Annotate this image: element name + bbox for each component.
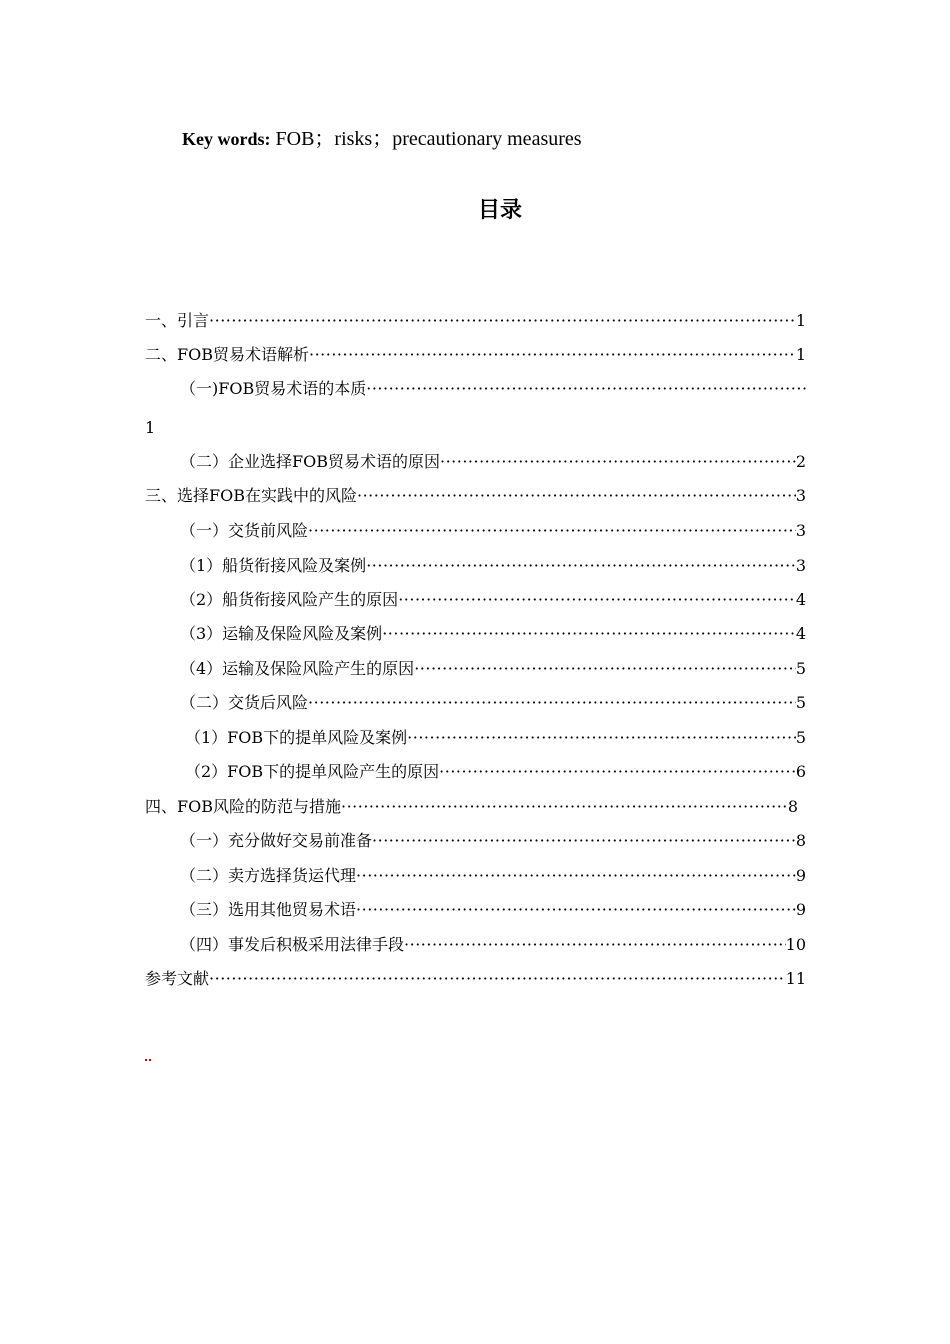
toc-entry-ship-cargo-cause[interactable]: [180, 588, 806, 612]
toc-leader-dots: [209, 967, 786, 991]
toc-page-number: 3: [795, 556, 806, 575]
toc-leader-dots: [308, 519, 796, 543]
toc-leader-dots: [439, 760, 796, 784]
toc-entry-label: （1）船货衔接风险及案例: [180, 556, 367, 575]
toc-page-number: 1: [795, 345, 806, 364]
toc-leader-dots: [366, 554, 796, 578]
toc-entry-intro[interactable]: [145, 309, 806, 333]
toc-entry-label: （一)FOB贸易术语的本质: [180, 379, 367, 398]
toc-page-number: 9: [795, 900, 806, 919]
toc-entry-risks[interactable]: [145, 484, 806, 508]
toc-entry-bl-cause[interactable]: [185, 760, 806, 784]
toc-entry-label: （二）交货后风险: [180, 693, 309, 712]
keywords-value: FOB；risks；precautionary measures: [270, 128, 582, 150]
toc-leader-dots: [356, 864, 796, 888]
toc-entry-fob-analysis[interactable]: [145, 343, 806, 367]
toc-page-number: 3: [795, 521, 806, 540]
toc-entry-label: 二、FOB贸易术语解析: [145, 345, 309, 364]
toc-entry-prevention[interactable]: [145, 795, 798, 819]
keywords-label: Key words:: [182, 129, 271, 149]
toc-page-number: 5: [795, 728, 806, 747]
toc-entry-legal-means[interactable]: [180, 933, 806, 957]
toc-entry-label: （三）选用其他贸易术语: [180, 900, 357, 919]
toc-entry-post-delivery[interactable]: [180, 691, 806, 715]
toc-page-number: 4: [795, 624, 806, 643]
toc-page-number: 2: [795, 452, 806, 471]
toc-entry-ship-cargo-case[interactable]: [180, 554, 806, 578]
toc-page-number: 8: [787, 797, 798, 816]
toc-leader-dots: [356, 898, 796, 922]
toc-entry-other-terms[interactable]: [180, 898, 806, 922]
toc-page-number: 5: [795, 659, 806, 678]
toc-entry-label: （一）充分做好交易前准备: [180, 831, 373, 850]
toc-page-number: 3: [795, 486, 806, 505]
toc-leader-dots: [366, 377, 806, 401]
toc-page-number: 6: [795, 762, 806, 781]
toc-leader-dots: [440, 450, 796, 474]
toc-leader-dots: [382, 622, 796, 646]
toc-leader-dots: [398, 588, 796, 612]
toc-entry-preparation[interactable]: [180, 829, 806, 853]
toc-entry-label: （一）交货前风险: [180, 521, 309, 540]
toc-entry-references[interactable]: [145, 967, 806, 991]
toc-entry-label: （1）FOB下的提单风险及案例: [185, 728, 408, 747]
toc-leader-dots: [404, 933, 786, 957]
toc-page-number: 4: [795, 590, 806, 609]
toc-leader-dots: [309, 343, 796, 367]
toc-entry-label: 一、引言: [145, 311, 210, 330]
toc-leader-dots: [372, 829, 796, 853]
toc-leader-dots: [341, 795, 788, 819]
toc-leader-dots: [308, 691, 796, 715]
toc-page-number: 5: [795, 693, 806, 712]
toc-entry-bl-case[interactable]: [185, 726, 806, 750]
toc-entry-label: （二）企业选择FOB贸易术语的原因: [180, 452, 440, 471]
toc-entry-label: （4）运输及保险风险产生的原因: [180, 659, 415, 678]
toc-leader-dots: [407, 726, 796, 750]
toc-entry-pre-delivery[interactable]: [180, 519, 806, 543]
toc-page-number: 1: [145, 418, 156, 437]
toc-leader-dots: [414, 657, 796, 681]
toc-page-number: 8: [795, 831, 806, 850]
toc-page-number: 11: [785, 969, 806, 988]
toc-entry-label: （3）运输及保险风险及案例: [180, 624, 383, 643]
toc-entry-label: （四）事发后积极采用法律手段: [180, 935, 405, 954]
toc-entry-label: 参考文献: [145, 969, 210, 988]
toc-entry-freight-agent[interactable]: [180, 864, 806, 888]
toc-leader-dots: [357, 484, 796, 508]
toc-entry-fob-nature[interactable]: [180, 377, 806, 401]
toc-entry-label: （2）FOB下的提单风险产生的原因: [185, 762, 440, 781]
toc-entry-reason[interactable]: [180, 450, 806, 474]
red-dot-mark: [145, 1046, 153, 1049]
toc-leader-dots: [209, 309, 796, 333]
toc-page-number: 1: [795, 311, 806, 330]
toc-page-number: 9: [795, 866, 806, 885]
toc-entry-transport-case[interactable]: [180, 622, 806, 646]
toc-entry-label: 三、选择FOB在实践中的风险: [145, 486, 357, 505]
toc-entry-label: 四、FOB风险的防范与措施: [145, 797, 341, 816]
toc-page-number: 10: [785, 935, 806, 954]
toc-entry-label: （2）船货衔接风险产生的原因: [180, 590, 399, 609]
toc-title: 目录: [477, 198, 522, 223]
toc-entry-transport-cause[interactable]: [180, 657, 806, 681]
toc-entry-label: （二）卖方选择货运代理: [180, 866, 357, 885]
